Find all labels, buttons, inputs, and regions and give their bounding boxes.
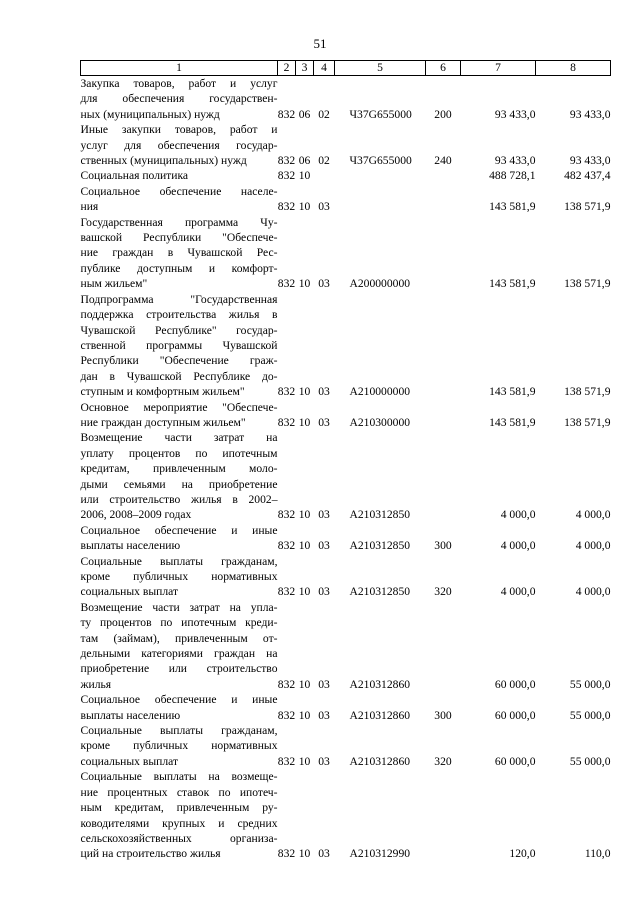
table-row [81,554,611,600]
row-description [81,692,278,723]
page-number: 51 [313,36,327,51]
row-description [81,523,278,554]
ministry-code-cell: 832 [277,200,296,214]
subsection-code-cell: 03 [318,585,330,599]
row-description [81,400,278,431]
budget-table [80,60,611,862]
target-article-cell: А210312860 [349,677,411,691]
description-line: Социальные выплаты гражданам, [80,724,278,738]
amount-year2-cell: 55 000,0 [569,677,611,691]
row-description [81,184,278,215]
section-code-cell: 10 [298,585,311,599]
amount-year1-cell: 4 000,0 [500,539,536,553]
description-line: дан в Чувашской Республике до- [80,369,278,383]
description-line: Социальное обеспечение и иные [80,693,278,707]
table-row [81,168,611,183]
description-line: жилья [80,677,112,691]
section-code-cell: 10 [298,415,311,429]
row-description [81,215,278,292]
ministry-code-cell: 832 [277,385,296,399]
target-article-cell: А210300000 [349,415,411,429]
description-line: сельскохозяйственных организа- [80,831,278,845]
amount-year1-cell: 4 000,0 [500,508,536,522]
expense-type-cell [426,215,461,292]
section-code-cell: 06 [298,107,311,121]
header-row [81,61,611,76]
ministry-code-cell: 832 [277,415,296,429]
table-row [81,184,611,215]
description-line: Чувашской Республике" государ- [80,323,278,337]
section-code-cell: 10 [298,539,311,553]
subsection-code-cell: 03 [318,754,330,768]
amount-year2-cell: 482 437,4 [564,169,611,183]
subsection-code-cell: 02 [318,154,330,168]
description-line: Социальная политика [80,169,189,183]
ministry-code-cell: 832 [277,107,296,121]
amount-year1-cell: 93 433,0 [494,107,536,121]
table-row [81,523,611,554]
description-line: для обеспечения государствен- [80,92,278,106]
description-line: выплаты населению [80,539,181,553]
target-article-cell: Ч37G655000 [349,107,412,121]
amount-year1-cell: 143 581,9 [489,385,536,399]
column-header: 5 [335,61,426,76]
column-header: 7 [461,61,536,76]
expense-type-cell [426,400,461,431]
description-line: приобретение или строительство [80,662,278,676]
subsection-code-cell [314,168,335,183]
description-line: Социальные выплаты гражданам, [80,554,278,568]
description-line: ственной программы Чувашской [80,338,278,352]
description-line: социальных выплат [80,585,179,599]
row-description [81,122,278,168]
row-description [81,600,278,692]
section-code-cell: 10 [298,508,311,522]
section-code-cell: 10 [298,169,311,183]
amount-year2-cell: 138 571,9 [564,277,611,291]
row-description [81,430,278,522]
target-article-cell [335,184,426,215]
target-article-cell: А210312990 [349,847,411,861]
description-line: ние граждан в Чувашской Рес- [80,246,278,260]
amount-year2-cell: 4 000,0 [575,539,611,553]
row-description [81,76,278,123]
description-line: социальных выплат [80,754,179,768]
subsection-code-cell: 03 [318,385,330,399]
table-row [81,723,611,769]
section-code-cell: 10 [298,708,311,722]
table-row [81,692,611,723]
target-article-cell: А200000000 [349,277,411,291]
subsection-code-cell: 03 [318,200,330,214]
table-row [81,122,611,168]
amount-year1-cell: 143 581,9 [489,415,536,429]
column-header: 3 [296,61,314,76]
expense-type-cell [426,292,461,400]
table-row [81,400,611,431]
amount-year1-cell: 488 728,1 [489,169,536,183]
ministry-code-cell: 832 [277,708,296,722]
description-line: уплату процентов по ипотечным [80,446,278,460]
expense-type-cell [426,769,461,861]
row-description [81,168,278,183]
target-article-cell: А210312860 [349,754,411,768]
expense-type-cell [426,168,461,183]
column-header: 8 [536,61,611,76]
amount-year2-cell: 55 000,0 [569,754,611,768]
description-line: поддержка строительства жилья в [80,308,278,322]
ministry-code-cell: 832 [277,677,296,691]
description-line: Возмещение части затрат на упла- [80,600,278,614]
description-line: ным кредитам, привлеченным ру- [80,801,278,815]
amount-year2-cell: 138 571,9 [564,415,611,429]
row-description [81,723,278,769]
subsection-code-cell: 03 [318,508,330,522]
expense-type-cell: 320 [434,585,452,599]
section-code-cell: 10 [298,200,311,214]
description-line: Социальное обеспечение населе- [80,184,278,198]
description-line: там (займам), привлеченным от- [80,631,278,645]
subsection-code-cell: 03 [318,708,330,722]
amount-year1-cell: 60 000,0 [494,677,536,691]
amount-year2-cell: 4 000,0 [575,508,611,522]
amount-year2-cell: 93 433,0 [569,107,611,121]
description-line: кредитам, привлеченным моло- [80,462,278,476]
description-line: ступным и комфортным жильем" [80,385,245,399]
description-line: Социальные выплаты на возмеще- [80,770,278,784]
table-row [81,430,611,522]
table-row [81,292,611,400]
amount-year1-cell: 60 000,0 [494,708,536,722]
description-line: Подпрограмма "Государственная [80,292,278,306]
expense-type-cell [426,600,461,692]
target-article-cell: А210312850 [349,539,411,553]
description-line: публике доступным и комфорт- [80,261,278,275]
description-line: Государственная программа Чу- [80,215,278,229]
description-line: дельными категориями граждан на [80,647,278,661]
description-line: Основное мероприятие "Обеспече- [80,400,278,414]
description-line: Возмещение части затрат на [80,431,278,445]
amount-year2-cell: 55 000,0 [569,708,611,722]
row-description [81,554,278,600]
description-line: ным жильем" [80,277,148,291]
amount-year2-cell: 110,0 [584,847,611,861]
amount-year1-cell: 143 581,9 [489,277,536,291]
subsection-code-cell: 03 [318,847,330,861]
amount-year1-cell: 93 433,0 [494,154,536,168]
section-code-cell: 10 [298,677,311,691]
table-row [81,76,611,123]
subsection-code-cell: 03 [318,415,330,429]
description-line: кроме публичных нормативных [80,570,278,583]
target-article-cell: А210000000 [349,385,411,399]
description-line: вашской Республики "Обеспече- [80,231,278,245]
column-header: 1 [81,61,278,76]
description-line: Республики "Обеспечение граж- [80,354,278,368]
section-code-cell: 10 [298,754,311,768]
ministry-code-cell: 832 [277,847,296,861]
subsection-code-cell: 03 [318,277,330,291]
column-header: 2 [278,61,296,76]
ministry-code-cell: 832 [277,169,296,183]
expense-type-cell: 300 [434,708,452,722]
description-line: ния [80,200,99,214]
section-code-cell: 06 [298,154,311,168]
description-line: ту процентов по ипотечным креди- [80,616,278,630]
description-line: ных (муниципальных) нужд [80,107,220,121]
expense-type-cell [426,184,461,215]
expense-type-cell: 240 [434,154,452,168]
ministry-code-cell: 832 [277,539,296,553]
section-code-cell: 10 [298,385,311,399]
table-row [81,769,611,861]
description-line: услуг для обеспечения государ- [80,138,278,152]
description-line: или строительство жилья в 2002– [80,492,278,506]
expense-type-cell [426,430,461,522]
description-line: Иные закупки товаров, работ и [80,123,278,137]
ministry-code-cell: 832 [277,277,296,291]
subsection-code-cell: 03 [318,677,330,691]
amount-year2-cell: 93 433,0 [569,154,611,168]
target-article-cell: А210312850 [349,508,411,522]
section-code-cell: 10 [298,847,311,861]
description-line: Закупка товаров, работ и услуг [80,77,278,90]
ministry-code-cell: 832 [277,154,296,168]
section-code-cell: 10 [298,277,311,291]
amount-year1-cell: 143 581,9 [489,200,536,214]
description-line: выплаты населению [80,708,181,722]
row-description [81,769,278,861]
amount-year1-cell: 60 000,0 [494,754,536,768]
subsection-code-cell: 03 [318,539,330,553]
description-line: дыми семьями на приобретение [80,477,278,491]
amount-year2-cell: 4 000,0 [575,585,611,599]
description-line: ние процентных ставок по ипотеч- [80,785,278,799]
ministry-code-cell: 832 [277,754,296,768]
description-line: ководителями крупных и средних [80,816,278,830]
table-row [81,215,611,292]
expense-type-cell: 320 [434,754,452,768]
description-line: 2006, 2008–2009 годах [80,508,192,522]
target-article-cell: А210312860 [349,708,411,722]
column-header: 6 [426,61,461,76]
table-body [81,76,611,862]
column-header: 4 [314,61,335,76]
target-article-cell [335,168,426,183]
amount-year2-cell: 138 571,9 [564,200,611,214]
amount-year1-cell: 120,0 [509,847,536,861]
description-line: кроме публичных нормативных [80,739,278,753]
amount-year2-cell: 138 571,9 [564,385,611,399]
expense-type-cell: 200 [434,107,452,121]
expense-type-cell: 300 [434,539,452,553]
subsection-code-cell: 02 [318,107,330,121]
table-row [81,600,611,692]
description-line: ций на строительство жилья [80,847,221,861]
description-line: Социальное обеспечение и иные [80,523,278,537]
ministry-code-cell: 832 [277,585,296,599]
target-article-cell: А210312850 [349,585,411,599]
amount-year1-cell: 4 000,0 [500,585,536,599]
row-description [81,292,278,400]
description-line: ственных (муниципальных) нужд [80,154,247,168]
description-line: ние граждан доступным жильем" [80,415,246,429]
target-article-cell: Ч37G655000 [349,154,412,168]
ministry-code-cell: 832 [277,508,296,522]
